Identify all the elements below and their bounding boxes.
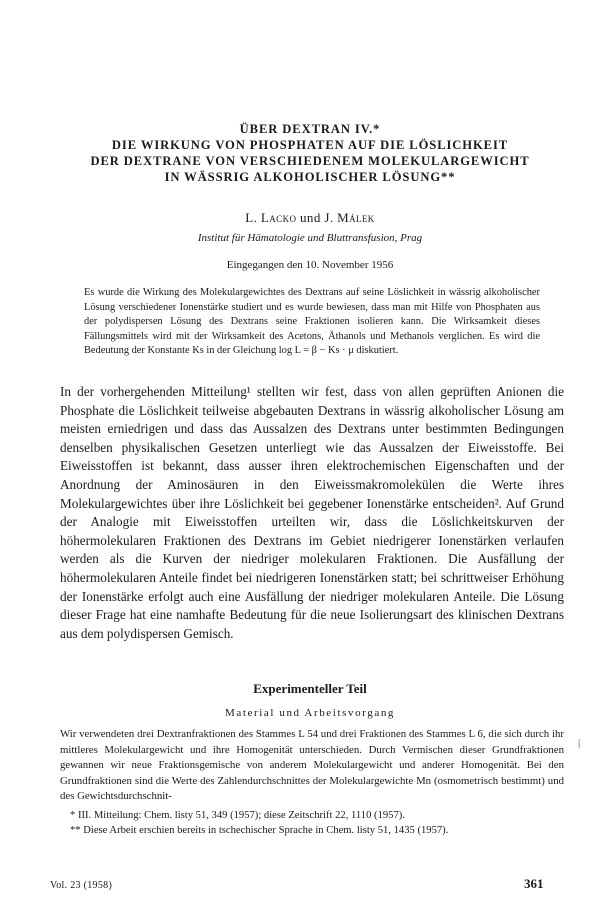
- author-1: L. Lacko: [245, 210, 297, 225]
- author-2: J. Málek: [324, 210, 375, 225]
- title-line-1: ÜBER DEXTRAN IV.*: [239, 122, 381, 136]
- margin-mark: |: [578, 737, 581, 749]
- institute-affiliation: Institut für Hämatologie und Bluttransfusion, Prag: [197, 232, 423, 244]
- volume-label: Vol. 23 (1958): [50, 880, 113, 891]
- title-line-2: DIE WIRKUNG VON PHOSPHATEN AUF DIE LÖSLICHKEIT: [111, 138, 509, 152]
- intro-paragraph: In der vorhergehenden Mitteilung¹ stellten wir fest, dass von allen geprüften Anionen die Phosphate die Löslichkeit teilweise abgebauten Dextrans in wässrig alkoholischer Lösung am meisten erniedrigen und dass das Aussalzen des Dextrans unter bestimmten Bedingungen denselben physikalischen Gesetzen unterliegt wie das Aussalzen der Eiweisstoffe. Bei Eiweisstoffen ist bekannt, dass ausser ihren elektrochemischen Eigenschaften und der Anordnung der Aminosäuren in den Eiweissmakromolekülen die Werte ihres Molekulargewichtes über ihre Löslichkeit bei gegebener Ionenstärke entscheiden². Auf Grund der Analogie mit Eiweisstoffen urteilten wir, dass die Löslichkeitskurven der höhermolekularen Fraktionen des Dextrans im Gebiet niedrigerer Ionenstärken verlaufen werden als die Kurven der niedriger molekularen Fraktionen. Die Ausfällung der höhermolekularen Anteile findet bei niedrigeren Ionenstärken statt; bei schrittweiser Erhöhung der Ionenstärke erfolgt auch eine Ausfällung der niedriger molekularen Anteile. Die Lösung dieser Frage hat eine namhafte Bedeutung für die neue Isolierungsart des klinischen Dextrans aus dem polydispersen Gemisch.: [60, 384, 564, 641]
- abstract: Es wurde die Wirkung des Molekulargewichtes des Dextrans auf seine Löslichkeit in wässrig alkoholischer Lösung verschiedener Ionenstärke studiert und es wurde bewiesen, dass man mit Hilfe von Phosphaten aus der polydispersen Lösung des Dextrans seine Fraktionen isolieren kann. Die Wirksamkeit dieses Fällungsmittels wird mit der Wirksamkeit des Acetons, Äthanols und Methanols verglichen. Es wird die Bedeutung der Konstante Ks in der Gleichung log L = β − Ks · μ diskutiert.: [84, 287, 540, 357]
- author-conjunction: und: [300, 210, 321, 225]
- footnote-2: ** Diese Arbeit erschien bereits in tschechischer Sprache in Chem. listy 51, 1435 (1957).: [70, 825, 449, 836]
- title-line-3: DER DEXTRANE VON VERSCHIEDENEM MOLEKULARGEWICHT: [90, 154, 530, 168]
- section-title: Experimenteller Teil: [253, 681, 367, 696]
- footnotes: [60, 808, 564, 838]
- title-line-4: IN WÄSSRIG ALKOHOLISCHER LÖSUNG**: [164, 170, 456, 184]
- received-date: Eingegangen den 10. November 1956: [226, 259, 394, 271]
- footnote-1: * III. Mitteilung: Chem. listy 51, 349 (1957); diese Zeitschrift 22, 1110 (1957).: [70, 810, 405, 821]
- subsection-title: Material und Arbeitsvorgang: [224, 707, 396, 719]
- page-number: 361: [524, 876, 544, 891]
- author-line: [40, 210, 580, 226]
- methods-paragraph: Wir verwendeten drei Dextranfraktionen des Stammes L 54 und drei Fraktionen des Stammes L 6, die sich durch ihr mittleres Molekulargewicht und ihre Homogenität unterschieden. Durch Vermischen dieser Grundfraktionen gewannen wir neue Fraktionsgemische von anderem Molekulargewicht und anderer Homogenität. Bei den Grundfraktionen sind die Werte des Zahlendurchschnittes der Molekulargewichte Mn (osmometrisch bestimmt) und des Gewichtsdurchschnit-: [60, 728, 564, 803]
